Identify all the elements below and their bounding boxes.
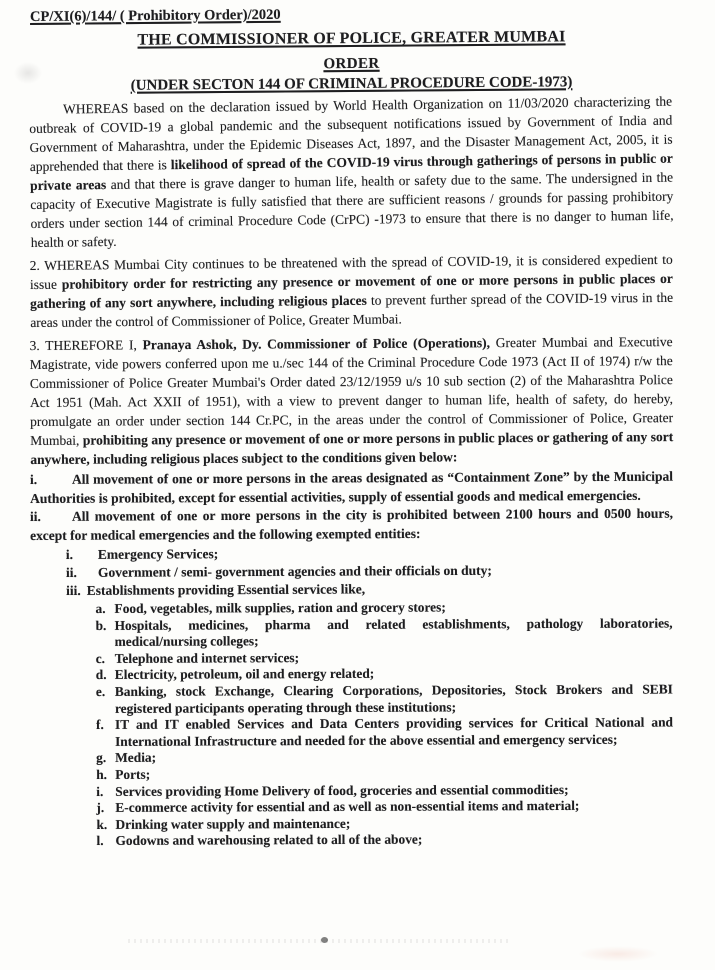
- service-item-electricity: d. Electricity, petroleum, oil and energy related;: [95, 666, 375, 683]
- service-item-hospitals: b. Hospitals, medicines, pharma and related establishments, pathology laboratories, medical/nursing colleges;: [95, 615, 673, 650]
- reference-number-text: CP/XI(6)/144/ ( Prohibitory Order)/2020: [29, 6, 281, 25]
- paragraph-2-whereas-mumbai: 2. WHEREAS Mumbai City continues to be threatened with the spread of COVID-19, it is considered expedient to issue prohibitory order for restricting any presence or movement of one or more persons in public places or gathering of any sort anywhere, including religious places to prevent further spread of the COVID-19 virus in the areas under the control of Commissioner of Police, Greater Mumbai.: [29, 251, 674, 330]
- service-marker: i.: [96, 783, 104, 799]
- service-item-godowns: l. Godowns and warehousing related to all of the above;: [96, 831, 423, 849]
- clause-night-movement-ban: ii. All movement of one or more persons in the city is prohibited between 2100 hours and 0500 hours, except for medical emergencies and the following exempted entities:: [29, 505, 673, 543]
- paragraph-3-therefore-order: 3. THEREFORE I, Pranaya Ashok, Dy. Commissioner of Police (Operations), Greater Mumbai and Executive Magistrate, vide powers conferred upon me u./sec 144 of the Criminal Procedure Code 1973 (Act II of 1974) r/w the Commissioner of Police Greater Mumbai's Order dated 23/12/1959 u/s 10 sub section (2) of the Maharashtra Police Act 1951 (Mah. Act XXII of 1951), with a view to prevent danger to human life, health of safety, do hereby, promulgate an order under section 144 Cr.PC, in the areas under the control of Commissioner of Police, Greater Mumbai, prohibiting any presence or movement of one or more persons in public places or gathering of any sort anywhere, including religious places subject to the conditions given below:: [29, 334, 674, 467]
- scan-smudge-artifact: [578, 946, 658, 962]
- sub-clause-marker: i.: [65, 546, 74, 563]
- document-issuer-title: THE COMMISSIONER OF POLICE, GREATER MUMBAI: [137, 28, 566, 49]
- clause-marker: ii.: [29, 508, 41, 525]
- service-item-drinking-water: k. Drinking water supply and maintenance;: [96, 815, 351, 832]
- paragraph-1-whereas-who-declaration: WHEREAS based on the declaration issued by World Health Organization on 11/03/2020 characterizing the outbreak of COVID-19 a global pandemic and the subsequent notifications issued by Government of India and Government of Maharashtra, under the Epidemic Diseases Act, 1897, and the Disaster Management Act, 2005, it is apprehended that there is likelihood of spread of the COVID-19 virus through gatherings of persons in public or private areas and that there is grave danger to human life, health or safety due to the same. The undersigned in the capacity of Executive Magistrate is fully satisfied that there are sufficient reasons / grounds for passing prohibitory orders under section 144 of criminal Procedure Code (CrPC) -1973 to ensure that there is no danger to human life, health or safety.: [29, 93, 674, 250]
- service-marker: j.: [96, 800, 105, 816]
- service-item-media: g. Media;: [96, 750, 157, 766]
- service-item-ports: h. Ports;: [96, 766, 151, 782]
- service-item-ecommerce: j. E-commerce activity for essential and as well as non-essential items and material;: [96, 798, 580, 816]
- clause-containment-zone: i. All movement of one or more persons in the areas designated as “Containment Zone” by the Municipal Authorities is prohibited, except for essential activities, supply of essential goods and medical emergencies.: [29, 468, 673, 506]
- document-subtitle: (UNDER SECTON 144 OF CRIMINAL PROCEDURE CODE-1973): [130, 74, 573, 94]
- service-marker: e.: [95, 683, 106, 699]
- service-marker: b.: [95, 617, 107, 633]
- document-type-heading: ORDER: [323, 55, 380, 73]
- sub-clause-essential-establishments: iii. Establishments providing Essential services like,: [66, 581, 366, 598]
- service-item-food: a. Food, vegetables, milk supplies, ration and grocery stores;: [95, 599, 446, 617]
- scan-smudge-artifact: [14, 62, 42, 84]
- service-marker: h.: [96, 766, 108, 782]
- service-item-it-services: f. IT and IT enabled Services and Data Centers providing services for Critical National and International Infrastructure and needed for the above essential and emergency services;: [95, 714, 674, 749]
- scan-speck-artifact: [321, 937, 328, 943]
- service-item-telephone: c. Telephone and internet services;: [95, 649, 300, 666]
- essential-services-list: [95, 598, 673, 849]
- clause-marker: i.: [29, 471, 38, 488]
- service-marker: d.: [95, 667, 107, 683]
- reference-number: [30, 2, 673, 26]
- exempted-entities-list: [66, 543, 673, 600]
- service-marker: k.: [96, 816, 108, 832]
- sub-clause-marker: iii.: [66, 582, 81, 598]
- service-marker: g.: [96, 750, 107, 766]
- service-marker: f.: [95, 717, 104, 733]
- service-marker: c.: [95, 650, 106, 666]
- service-item-home-delivery: i. Services providing Home Delivery of food, groceries and essential commodities;: [96, 781, 569, 799]
- sub-clause-government-agencies: ii. Government / semi- government agencies and their officials on duty;: [65, 562, 492, 580]
- service-item-banking: e. Banking, stock Exchange, Clearing Corporations, Depositories, Stock Brokers and SEBI registered participants operating through these institutions;: [95, 681, 673, 716]
- sub-clause-emergency-services: i. Emergency Services;: [65, 546, 219, 563]
- service-marker: l.: [96, 833, 104, 849]
- service-marker: a.: [95, 600, 106, 617]
- scan-noise-artifact: [128, 939, 510, 943]
- sub-clause-marker: ii.: [65, 564, 77, 580]
